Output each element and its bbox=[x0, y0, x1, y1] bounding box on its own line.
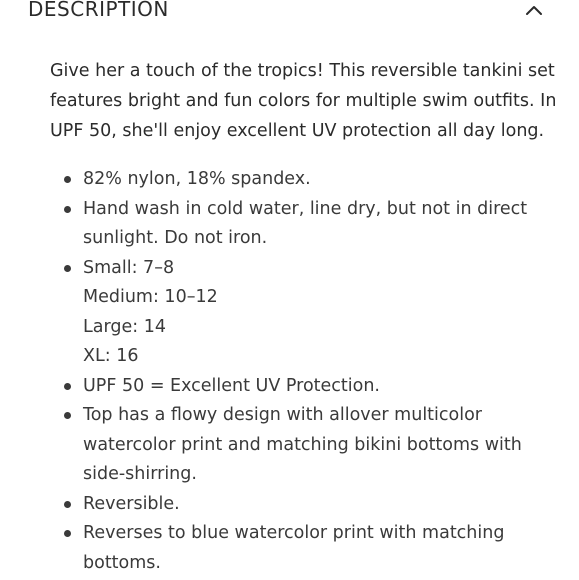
bullet-icon bbox=[64, 383, 71, 390]
detail-item-design bbox=[0, 401, 579, 490]
detail-line: Hand wash in cold water, line dry, but not in direct bbox=[83, 198, 528, 219]
detail-line: Large: 14 bbox=[83, 316, 166, 337]
bullet-icon bbox=[64, 412, 71, 419]
product-details-list bbox=[0, 165, 579, 578]
detail-item-sizes bbox=[0, 254, 579, 372]
description-paragraph bbox=[50, 56, 570, 146]
bullet-icon bbox=[64, 501, 71, 508]
detail-line: bottoms. bbox=[83, 552, 161, 573]
bullet-icon bbox=[64, 530, 71, 537]
detail-item-reversible bbox=[0, 490, 579, 520]
detail-line: Reversible. bbox=[83, 493, 180, 514]
detail-line: side-shirring. bbox=[83, 464, 197, 484]
detail-line: watercolor print and matching bikini bottoms with bbox=[83, 434, 522, 455]
detail-item-upf bbox=[0, 372, 579, 402]
detail-line: 82% nylon, 18% spandex. bbox=[83, 169, 311, 189]
bullet-icon bbox=[64, 265, 71, 272]
detail-line: Medium: 10–12 bbox=[83, 287, 218, 307]
detail-line: Top has a flowy design with allover multicolor bbox=[83, 405, 482, 425]
chevron-up-icon[interactable] bbox=[524, 2, 544, 18]
detail-line: sunlight. Do not iron. bbox=[83, 228, 268, 248]
description-accordion-header[interactable] bbox=[0, 0, 579, 28]
detail-line: Small: 7–8 bbox=[83, 257, 175, 278]
bullet-icon bbox=[64, 206, 71, 213]
detail-line: XL: 16 bbox=[83, 346, 139, 366]
description-line: UPF 50, she'll enjoy excellent UV protection all day long. bbox=[50, 121, 545, 141]
detail-item-reverse-print bbox=[0, 519, 579, 578]
description-line: Give her a touch of the tropics! This reversible tankini set bbox=[50, 61, 555, 81]
detail-item-care bbox=[0, 195, 579, 254]
description-heading: DESCRIPTION bbox=[28, 0, 169, 21]
detail-line: Reverses to blue watercolor print with matching bbox=[83, 523, 505, 543]
detail-item-fabric bbox=[0, 165, 579, 195]
detail-line: UPF 50 = Excellent UV Protection. bbox=[83, 375, 380, 396]
bullet-icon bbox=[64, 176, 71, 183]
description-line: features bright and fun colors for multiple swim outfits. In bbox=[50, 91, 557, 111]
